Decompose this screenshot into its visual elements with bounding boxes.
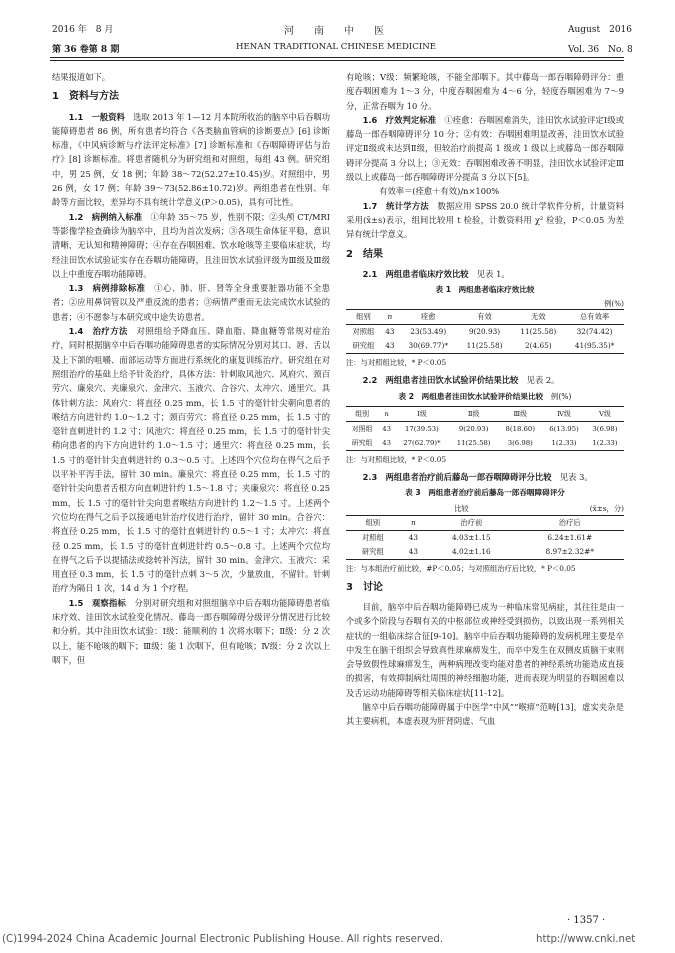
- para-1-6-body: ①痊愈：吞咽困难消失，洼田饮水试验评定Ⅰ级或藤岛一郎吞咽障碍评分 10 分；②有效：吞咽困难明显改善，洼田饮水试验评定Ⅱ级或未达到Ⅱ级，但较治疗前提高 1 级或 1 级以上或藤岛一郎吞咽障碍评分提高 3 分以上；③无效：吞咽困难改善不明显，洼田饮水试验评定Ⅲ级以上或藤岛一郎吞咽障碍评分提高 3 分以下[5]。: [346, 114, 624, 183]
- para-1-3-heading: 1.3 病例排除标准: [68, 283, 146, 294]
- table-cell: 2(4.65): [525, 341, 552, 351]
- result-2-3: [346, 470, 624, 484]
- table-3-header-cell: 组别: [365, 517, 381, 527]
- table-cell: 43: [382, 439, 391, 448]
- section-1-title: 1 资料与方法: [52, 91, 119, 103]
- para-1-3: [52, 281, 330, 324]
- table-2-header-cell: Ⅳ级: [557, 410, 571, 419]
- intro-sentence: 结果报道如下。: [52, 72, 111, 82]
- table-2-caption: [346, 390, 624, 404]
- table-cell: 30(69.77)*: [408, 341, 448, 351]
- table-3-header-cell: n: [411, 517, 416, 527]
- para-1-2-body: ①年龄 35～75 岁，性别不限；②头颅 CT/MRI 等影像学检查确诊为脑卒中，且均为首次发病；③各项生命体征平稳，意识清晰，无认知和精神障碍；④存在吞咽困难、饮水呛咳等主要临床症状，均经洼田饮水试验证实存在吞咽功能障碍，且洼田饮水试验评级为Ⅲ级及Ⅲ级以上中重度吞咽功能障碍。: [52, 211, 330, 279]
- table-row: [346, 422, 624, 437]
- table-cell: 3(6.98): [507, 439, 533, 448]
- table-cell: 对照组: [352, 327, 375, 337]
- table-cell: 23(53.49): [410, 327, 447, 337]
- para-1-7-body: 数据应用 SPSS 20.0 统计学软件分析，计量资料采用(x̄±s)表示，组间比较用 t 检验，计数资料用 χ² 检验，P＜0.05 为差异有统计学意义。: [346, 200, 624, 240]
- table-cell: 17(39.53): [404, 425, 439, 434]
- table-3-unit: (x̄±s，分): [589, 503, 624, 513]
- table-cell: 43: [408, 546, 419, 556]
- table-1-unit: 例(%): [604, 299, 624, 309]
- table-row: [346, 325, 624, 340]
- table-row: [346, 545, 624, 560]
- para-1-5-continued: 有呛咳；Ⅴ级：频繁呛咳，不能全部咽下。其中藤岛一郎吞咽障碍评分：重度吞咽困难为 1～3 分，中度吞咽困难为 4～6 分，轻度吞咽困难为 7～9 分，正常吞咽为 10 分。: [346, 72, 624, 111]
- para-1-2: [52, 210, 330, 281]
- section-3-title: 3 讨论: [346, 581, 383, 593]
- table-cell: 4.03±1.15: [452, 532, 491, 542]
- result-2-3-body: 见表 3。: [559, 472, 593, 483]
- table-2-unit: 例(%): [550, 391, 572, 401]
- table-row: [346, 530, 624, 545]
- table-cell: 1(2.33): [592, 439, 618, 448]
- section-2-title: 2 结果: [346, 248, 383, 260]
- table-3-header-cell: 治疗前: [460, 517, 483, 527]
- result-2-1-body: 见表 1。: [476, 268, 510, 279]
- header-journal-en: HENAN TRADITIONAL CHINESE MEDICINE: [236, 42, 437, 52]
- discussion-para-1: 目前，脑卒中后吞咽功能障碍已成为一种临床常见病症，其往往是由一个或多个阶段与吞咽有关的中枢部位或神经受到损伤，以致出现一系列相关症状的一组临床综合征[9-10]。脑卒中后吞咽功能障碍的发病机理主要是卒中发生在脑干组织会导致真性球麻痹发生，而卒中发生在双侧皮质脑干束则会导致假性球麻痹发生，两种病理改变均能对患者的神经系统功能造成直接的损害，有效抑制病灶周围的神经细胞功能，进而表现为明显的吞咽困难以及舌运动功能障碍等相关临床症状[11-12]。: [346, 601, 624, 698]
- result-2-3-heading: 2.3 两组患者治疗前后藤岛一郎吞咽障碍评分比较: [362, 472, 552, 483]
- table-cell: 9(20.93): [468, 327, 501, 337]
- discussion-para-2: 脑卒中后吞咽功能障碍属于中医学“中风”“喉痹”范畴[13]，虚实夹杂是其主要病机，本虚表现为肝肾阴虚、气血: [346, 702, 624, 727]
- header-volume-cn: 第 36 卷第 8 期: [52, 45, 120, 55]
- table-3-caption-cont: 比较: [454, 503, 469, 513]
- para-1-6: [346, 113, 624, 184]
- result-2-1-heading: 2.1 两组患者临床疗效比较: [362, 268, 469, 279]
- table-cell: 研究组: [361, 546, 384, 556]
- para-1-2-heading: 1.2 病例纳入标准: [68, 211, 143, 222]
- table-cell: 9(20.93): [458, 425, 489, 434]
- table-cell: 43: [382, 425, 391, 434]
- result-2-2: [346, 373, 624, 387]
- table-2: [346, 406, 624, 451]
- table-cell: 11(25.58): [466, 341, 503, 351]
- para-1-1-heading: 1.1 一般资料: [68, 111, 125, 122]
- para-1-5-body: 分别对研究组和对照组脑卒中后吞咽功能障碍患者临床疗效、洼田饮水试验变化情况、藤岛一郎吞咽障碍分级评分情况进行比较和分析。其中洼田饮水试验：Ⅰ级：能顺利的 1 次将水咽下；Ⅱ级：分 2 次以上，能不呛咳的咽下；Ⅲ级：能 1 次咽下，但有呛咳；Ⅳ级：分 2 次以上咽下，但: [52, 597, 331, 665]
- para-1-1: [52, 110, 330, 210]
- para-1-3-body: ①心、肺、肝、肾等全身重要脏器功能不全患者；②应用鼻饲管以及严重反流的患者；③病情严重而无法完成饮水试验的患者；④不愿参与本研究或中途失访患者。: [52, 283, 330, 322]
- para-1-7-heading: 1.7 统计学方法: [362, 200, 429, 211]
- table-2-header-cell: 组别: [355, 410, 369, 419]
- table-cell: 对照组: [361, 532, 384, 542]
- table-row: [346, 339, 624, 354]
- table-2-caption-text: 表 2 两组患者洼田饮水试验评价结果比较: [398, 391, 544, 401]
- para-1-6-heading: 1.6 疗效判定标准: [362, 114, 437, 125]
- header-rule-thick: [50, 57, 624, 58]
- para-1-5-heading: 1.5 观察指标: [68, 597, 127, 608]
- footer-copyright: (C)1994-2024 China Academic Journal Electronic Publishing House. All rights reserved.: [2, 934, 444, 945]
- table-cell: 6.24±1.61#: [547, 532, 593, 542]
- page-number: · 1357 ·: [567, 915, 606, 926]
- table-cell: 32(74.42): [576, 327, 613, 337]
- table-cell: 3(6.98): [592, 425, 618, 434]
- table-cell: 8.97±2.32#*: [545, 546, 594, 556]
- table-cell: 11(25.58): [456, 439, 491, 448]
- header-date-en: August 2016: [568, 25, 632, 35]
- table-1-note: 注：与对照组比较，* P＜0.05: [346, 358, 447, 368]
- para-1-1-body: 选取 2013 年 1—12 月本院所收治的脑卒中后吞咽功能障碍患者 86 例，所有患者均符合《各类脑血管病的诊断要点》[6] 诊断标准，《中风病诊断与疗法评定标准》[7] 诊断标准和《吞咽障碍评估与治疗》[8] 诊断标准。将患者随机分为研究组和对照组，每组 43 例。研究组中，男 25 例，女 18 例；年龄 38～72(52.27±10.45)岁。对照组中，男 26 例，女 17 例；年龄 39～73(52.86±10.72)岁。两组患者在性别、年龄等方面比较，差异均不具有统计学意义(P＞0.05)，具有可比性。: [52, 111, 330, 208]
- table-cell: 11(25.58): [520, 327, 557, 337]
- header-date-cn: 2016 年 8 月: [52, 25, 114, 35]
- footer-url: http://www.cnki.net: [536, 934, 636, 945]
- table-cell: 对照组: [351, 425, 373, 434]
- header-journal-cn: 河 南 中 医: [284, 26, 384, 37]
- result-2-1: [346, 267, 624, 281]
- table-cell: 43: [385, 341, 395, 351]
- right-column: [346, 70, 624, 729]
- result-2-2-heading: 2.2 两组患者洼田饮水试验评价结果比较: [362, 375, 519, 386]
- result-2-2-body: 见表 2。: [526, 375, 560, 386]
- table-1-header-cell: 组别: [356, 312, 371, 322]
- efficacy-formula: 有效率＝(痊愈＋有效)/n×100%: [379, 186, 500, 197]
- table-2-header-cell: n: [384, 410, 389, 419]
- table-1-header-cell: 有效: [477, 312, 492, 322]
- table-3: [346, 515, 624, 560]
- para-1-4-body: 对照组给予降血压、降血脂、降血糖等常规对症治疗，同时根据脑卒中后吞咽功能障碍患者的实际情况分别对其口、唇、舌以及上下颌的咀嚼、面部运动等方面进行系统化的康复训练治疗。研究组在对照组治疗的基础上给予针灸治疗，具体方法：针刺取风池穴、风府穴、颈百劳穴、廉泉穴、夹廉泉穴、金津穴、玉液穴、合谷穴、太冲穴、通里穴。具体针刺方法：风府穴：将直径 0.25 mm，长 1.5 寸的毫针针尖朝向患者的喉结方向进针约 1.0～1.2 寸；颈百劳穴：将直径 0.25 mm，长 1.5 寸的毫针直刺进针约 1.2 寸；风池穴：将直径 0.25 mm，长 1.5 寸的毫针针尖稍向患者的内下方向进针约 1.0～1.5 寸；通里穴：将直径 0.25 mm，长 1.5 寸的毫针针尖直刺进针约 0.3～0.5 寸。上述四个穴位均在得气之后予以平补平泻手法，留针 30 min。廉泉穴：将直径 0.25 mm，长 1.5 寸的毫针针尖向患者舌根方向直刺进针约 1.5～1.8 寸；夹廉泉穴：将直径 0.25 mm，长 1.5 寸的毫针针尖向患者喉结方向进针约 1.2～1.5 寸。上述两个穴位均在得气之后予以接通电针治疗仪进行治疗，留针 30 min。合谷穴：将直径 0.25 mm，长 1.5 寸的毫针直刺进针约 0.5～1 寸；太冲穴：将直径 0.25 mm，长 1.5 寸的毫针直刺进针约 0.5～0.8 寸。上述两个穴位均在得气之后予以提插法或捻转补泻法，留针 30 min。金津穴、玉液穴：采用直径 0.3 mm，长 1.5 寸的毫针点刺 3～5 次，少量放血，不留针。针刺治疗为隔日 1 次，14 d 为 1 个疗程。: [52, 326, 330, 594]
- table-3-caption: 表 3 两组患者治疗前后藤岛一郎吞咽障碍评分: [405, 488, 565, 498]
- left-column: [52, 70, 330, 667]
- table-cell: 43: [385, 327, 395, 337]
- table-2-header-cell: Ⅴ级: [599, 410, 611, 419]
- para-1-5: [52, 596, 330, 667]
- header-rule-thin: [50, 60, 624, 61]
- header-volume-en: Vol. 36 No. 8: [568, 45, 633, 55]
- table-row: [346, 436, 624, 451]
- table-cell: 43: [408, 532, 419, 542]
- table-2-note: 注：与对照组比较，* P＜0.05: [346, 455, 447, 465]
- table-2-header-cell: Ⅱ级: [467, 410, 480, 419]
- table-cell: 6(13.95): [549, 425, 579, 434]
- para-1-4: [52, 324, 330, 596]
- table-1-header-cell: n: [387, 312, 393, 322]
- table-cell: 4.02±1.16: [452, 546, 491, 556]
- table-cell: 研究组: [351, 439, 373, 448]
- table-2-header-cell: Ⅲ级: [513, 410, 528, 419]
- table-cell: 研究组: [352, 341, 375, 351]
- table-1-caption: 表 1 两组患者临床疗效比较: [435, 285, 535, 295]
- table-3-subcaption: [346, 503, 624, 515]
- table-2-header-cell: Ⅰ级: [417, 410, 427, 419]
- table-1-header-cell: 总有效率: [580, 312, 610, 322]
- table-3-header-cell: 治疗后: [558, 517, 581, 527]
- table-cell: 27(62.79)*: [403, 439, 441, 448]
- table-cell: 8(18.60): [505, 425, 536, 434]
- table-1-header-cell: 无效: [531, 312, 546, 322]
- table-1: [346, 309, 624, 354]
- table-1-header-cell: 痊愈: [420, 312, 436, 322]
- para-1-4-heading: 1.4 治疗方法: [68, 326, 128, 337]
- table-cell: 1(2.33): [551, 439, 577, 448]
- table-3-note: 注：与本组治疗前比较，#P＜0.05；与对照组治疗后比较，* P＜0.05: [346, 563, 576, 573]
- para-1-7: [346, 199, 624, 242]
- table-cell: 41(95.35)*: [574, 341, 615, 351]
